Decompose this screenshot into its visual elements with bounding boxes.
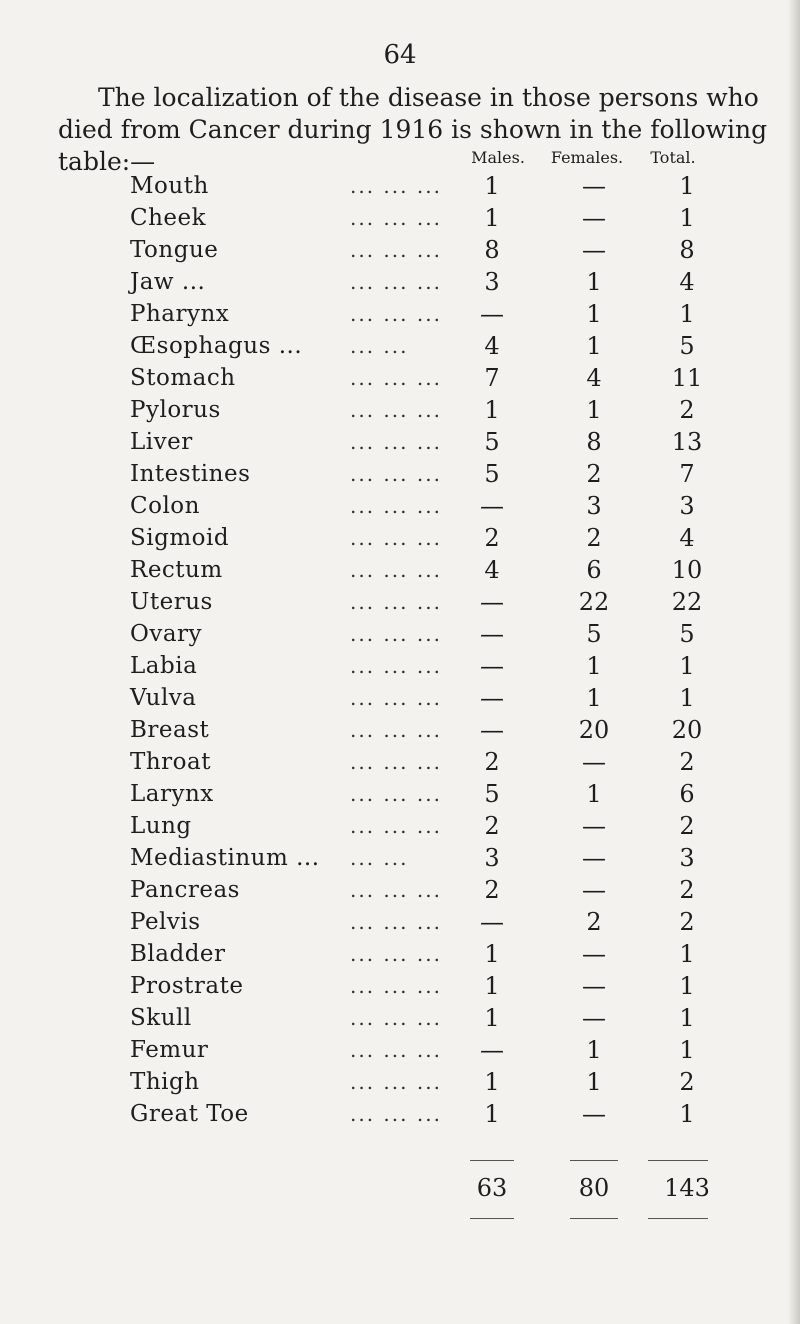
row-leader-dots: ... ... ...: [350, 526, 442, 550]
table-row: [0, 426, 800, 458]
row-leader-dots: ... ... ...: [350, 462, 442, 486]
row-total: 2: [679, 812, 695, 840]
row-site: Breast: [130, 717, 210, 743]
row-leader-dots: ... ... ...: [350, 910, 442, 934]
header-males: Males.: [471, 148, 525, 167]
table-row: [0, 522, 800, 554]
row-total: 1: [679, 1100, 695, 1128]
row-total: 6: [679, 780, 695, 808]
row-total: 3: [679, 492, 695, 520]
row-males: 4: [484, 332, 500, 360]
header-females: Females.: [550, 148, 624, 167]
row-site: Throat: [130, 749, 211, 775]
row-leader-dots: ... ... ...: [350, 558, 442, 582]
row-leader-dots: ... ... ...: [350, 206, 442, 230]
table-row: [0, 298, 800, 330]
row-males: —: [480, 716, 504, 744]
row-females: —: [582, 748, 606, 776]
row-females: —: [582, 940, 606, 968]
row-total: 5: [679, 332, 695, 360]
table-row: [0, 202, 800, 234]
row-site: Thigh: [130, 1069, 200, 1095]
row-site: Stomach: [130, 365, 236, 391]
row-site: Bladder: [130, 941, 226, 967]
row-males: 2: [484, 748, 500, 776]
row-site: Great Toe: [130, 1101, 249, 1127]
row-females: 2: [586, 908, 602, 936]
row-males: 3: [484, 844, 500, 872]
row-males: 1: [484, 172, 500, 200]
row-males: 2: [484, 524, 500, 552]
row-leader-dots: ... ... ...: [350, 302, 442, 326]
row-females: 2: [586, 460, 602, 488]
row-site: Liver: [130, 429, 193, 455]
row-females: —: [582, 1004, 606, 1032]
table-row: [0, 650, 800, 682]
table-totals-row: [0, 1172, 800, 1204]
row-total: 1: [679, 940, 695, 968]
table-row: [0, 1034, 800, 1066]
total-all: 143: [664, 1174, 710, 1202]
row-males: 5: [484, 780, 500, 808]
row-total: 22: [671, 588, 703, 616]
row-total: 1: [679, 684, 695, 712]
row-leader-dots: ... ... ...: [350, 494, 442, 518]
row-total: 20: [671, 716, 703, 744]
row-leader-dots: ... ... ...: [350, 398, 442, 422]
row-females: 8: [586, 428, 602, 456]
row-females: —: [582, 172, 606, 200]
row-leader-dots: ... ... ...: [350, 174, 442, 198]
table-row: [0, 938, 800, 970]
row-males: —: [480, 652, 504, 680]
row-females: —: [582, 236, 606, 264]
row-site: Colon: [130, 493, 200, 519]
row-males: —: [480, 492, 504, 520]
row-site: Tongue: [130, 237, 219, 263]
row-total: 2: [679, 1068, 695, 1096]
table-row: [0, 970, 800, 1002]
row-males: 1: [484, 1100, 500, 1128]
rule-females-bottom: [570, 1218, 618, 1219]
row-site: Mediastinum ...: [130, 845, 320, 871]
table-row: [0, 266, 800, 298]
table-row: [0, 330, 800, 362]
row-leader-dots: ... ... ...: [350, 782, 442, 806]
row-males: 8: [484, 236, 500, 264]
row-total: 1: [679, 300, 695, 328]
row-site: Rectum: [130, 557, 223, 583]
row-males: 5: [484, 460, 500, 488]
row-females: 5: [586, 620, 602, 648]
row-females: 1: [586, 1068, 602, 1096]
row-total: 3: [679, 844, 695, 872]
table-row: [0, 618, 800, 650]
row-males: 1: [484, 1004, 500, 1032]
row-females: 20: [578, 716, 610, 744]
row-females: 1: [586, 652, 602, 680]
row-site: Lung: [130, 813, 192, 839]
row-leader-dots: ... ... ...: [350, 430, 442, 454]
table-row: [0, 458, 800, 490]
row-males: 1: [484, 972, 500, 1000]
row-total: 5: [679, 620, 695, 648]
row-leader-dots: ... ... ...: [350, 622, 442, 646]
row-site: Larynx: [130, 781, 214, 807]
row-females: —: [582, 876, 606, 904]
row-females: —: [582, 812, 606, 840]
table-row: [0, 394, 800, 426]
table-row: [0, 490, 800, 522]
row-females: 1: [586, 1036, 602, 1064]
row-site: Prostrate: [130, 973, 244, 999]
row-leader-dots: ... ... ...: [350, 686, 442, 710]
rule-total-bottom: [648, 1218, 708, 1219]
row-leader-dots: ... ... ...: [350, 878, 442, 902]
row-leader-dots: ... ... ...: [350, 238, 442, 262]
row-males: —: [480, 684, 504, 712]
row-females: 1: [586, 300, 602, 328]
row-males: —: [480, 620, 504, 648]
row-site: Intestines: [130, 461, 251, 487]
row-females: —: [582, 972, 606, 1000]
row-site: Sigmoid: [130, 525, 230, 551]
row-total: 10: [671, 556, 703, 584]
table-row: [0, 362, 800, 394]
row-site: Jaw ...: [130, 269, 206, 295]
row-site: Œsophagus ...: [130, 333, 303, 359]
row-females: —: [582, 844, 606, 872]
row-females: 2: [586, 524, 602, 552]
row-leader-dots: ... ...: [350, 846, 409, 870]
page-edge-shadow: [788, 0, 800, 1324]
row-leader-dots: ... ... ...: [350, 590, 442, 614]
row-site: Ovary: [130, 621, 203, 647]
row-total: 13: [671, 428, 703, 456]
intro-paragraph: The localization of the disease in those persons who died from Cancer during 1916 is shown in the following table:—: [58, 83, 768, 176]
table-row: [0, 842, 800, 874]
row-females: 1: [586, 268, 602, 296]
row-females: 22: [578, 588, 610, 616]
row-leader-dots: ... ... ...: [350, 718, 442, 742]
row-site: Cheek: [130, 205, 207, 231]
table-row: [0, 746, 800, 778]
table-row: [0, 170, 800, 202]
row-females: —: [582, 204, 606, 232]
row-total: 2: [679, 876, 695, 904]
row-males: 7: [484, 364, 500, 392]
header-total: Total.: [650, 148, 696, 167]
row-leader-dots: ... ... ...: [350, 942, 442, 966]
total-females: 80: [578, 1174, 610, 1202]
table-row: [0, 1002, 800, 1034]
row-males: 3: [484, 268, 500, 296]
row-total: 1: [679, 652, 695, 680]
row-leader-dots: ... ... ...: [350, 654, 442, 678]
row-females: 1: [586, 780, 602, 808]
table-row: [0, 554, 800, 586]
row-females: 1: [586, 332, 602, 360]
table-row: [0, 234, 800, 266]
row-leader-dots: ... ... ...: [350, 814, 442, 838]
row-females: 4: [586, 364, 602, 392]
row-total: 1: [679, 204, 695, 232]
row-leader-dots: ... ... ...: [350, 1102, 442, 1126]
table-row: [0, 906, 800, 938]
row-males: 1: [484, 396, 500, 424]
row-leader-dots: ... ... ...: [350, 1070, 442, 1094]
row-males: —: [480, 1036, 504, 1064]
row-leader-dots: ... ... ...: [350, 366, 442, 390]
row-leader-dots: ... ... ...: [350, 750, 442, 774]
table-row: [0, 682, 800, 714]
row-females: 1: [586, 684, 602, 712]
row-males: —: [480, 588, 504, 616]
row-site: Mouth: [130, 173, 209, 199]
row-site: Uterus: [130, 589, 213, 615]
row-females: 6: [586, 556, 602, 584]
row-males: —: [480, 300, 504, 328]
row-site: Skull: [130, 1005, 192, 1031]
rule-total-top: [648, 1160, 708, 1161]
row-site: Labia: [130, 653, 198, 679]
row-males: 4: [484, 556, 500, 584]
row-males: —: [480, 908, 504, 936]
row-total: 11: [671, 364, 703, 392]
row-total: 1: [679, 1004, 695, 1032]
table-row: [0, 778, 800, 810]
row-leader-dots: ... ... ...: [350, 1038, 442, 1062]
row-total: 7: [679, 460, 695, 488]
row-leader-dots: ... ... ...: [350, 270, 442, 294]
table-row: [0, 586, 800, 618]
row-total: 1: [679, 972, 695, 1000]
rule-females-top: [570, 1160, 618, 1161]
row-total: 1: [679, 1036, 695, 1064]
table-row: [0, 714, 800, 746]
row-site: Pharynx: [130, 301, 230, 327]
row-total: 2: [679, 748, 695, 776]
row-total: 4: [679, 524, 695, 552]
page-number: 64: [383, 40, 417, 70]
row-total: 2: [679, 908, 695, 936]
row-males: 1: [484, 940, 500, 968]
row-site: Vulva: [130, 685, 197, 711]
row-total: 4: [679, 268, 695, 296]
row-males: 2: [484, 876, 500, 904]
row-leader-dots: ... ... ...: [350, 974, 442, 998]
row-females: 3: [586, 492, 602, 520]
row-leader-dots: ... ...: [350, 334, 409, 358]
row-site: Femur: [130, 1037, 209, 1063]
row-total: 8: [679, 236, 695, 264]
table-row: [0, 874, 800, 906]
total-males: 63: [476, 1174, 508, 1202]
rule-males-bottom: [470, 1218, 514, 1219]
row-site: Pylorus: [130, 397, 221, 423]
rule-males-top: [470, 1160, 514, 1161]
row-males: 1: [484, 204, 500, 232]
row-males: 2: [484, 812, 500, 840]
table-row: [0, 810, 800, 842]
row-total: 1: [679, 172, 695, 200]
row-males: 5: [484, 428, 500, 456]
row-site: Pancreas: [130, 877, 240, 903]
row-site: Pelvis: [130, 909, 201, 935]
row-leader-dots: ... ... ...: [350, 1006, 442, 1030]
row-females: —: [582, 1100, 606, 1128]
table-row: [0, 1066, 800, 1098]
row-females: 1: [586, 396, 602, 424]
row-males: 1: [484, 1068, 500, 1096]
table-row: [0, 1098, 800, 1130]
row-total: 2: [679, 396, 695, 424]
